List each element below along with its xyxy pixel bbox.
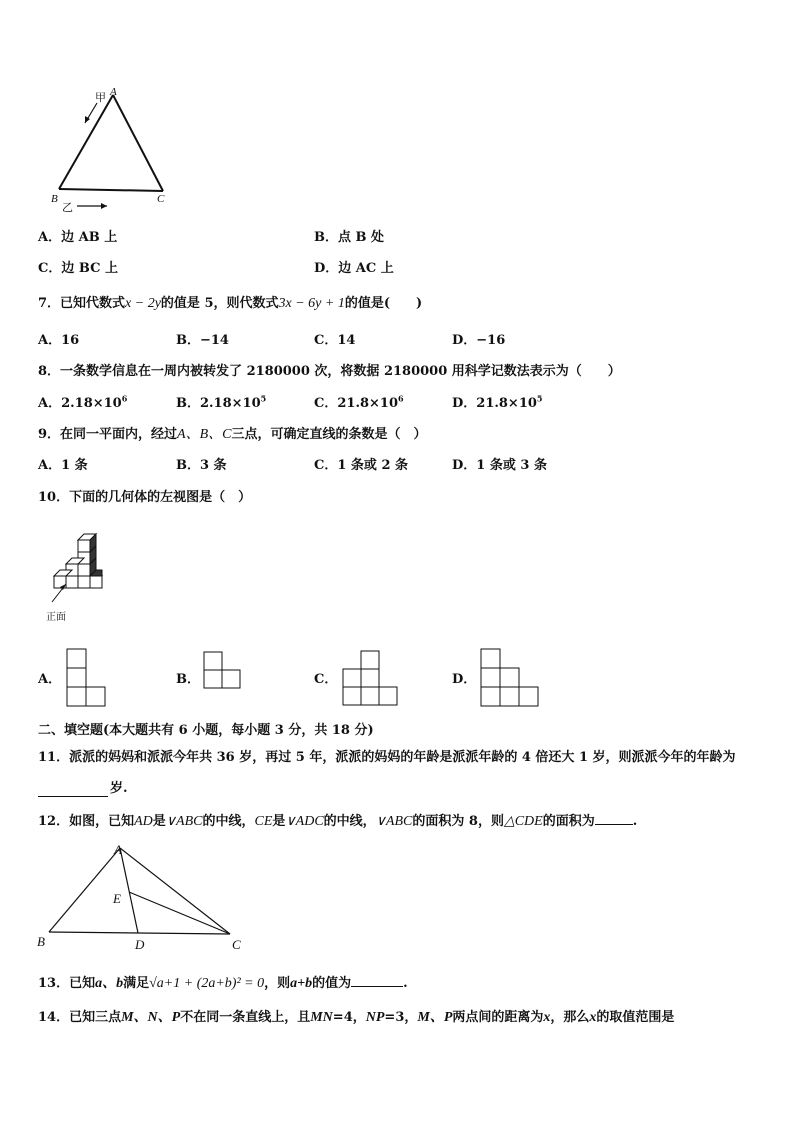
q12-answer-blank[interactable] — [595, 812, 633, 825]
q10-option-a-view — [66, 648, 111, 710]
q10-option-b[interactable]: B． — [176, 672, 200, 687]
q12-label-e: E — [113, 891, 121, 906]
q12-p2: 是 — [152, 814, 166, 829]
q10-option-b-view — [203, 651, 248, 696]
q7-pre: 7．已知代数式 — [38, 296, 126, 311]
q7-option-d[interactable]: D．−16 — [452, 333, 506, 348]
q12-p1: 12．如图，已知 — [38, 814, 135, 829]
q12-abc1: ∨ABC — [165, 814, 203, 829]
front-label: 正面 — [46, 612, 66, 623]
q12-stem — [38, 812, 637, 830]
q8-a-label: A．2.18×10 — [38, 396, 122, 411]
q9-option-b[interactable]: B．3 条 — [176, 458, 227, 473]
q12-cde: △CDE — [503, 814, 543, 829]
q7-stem — [38, 296, 422, 312]
q8-b-label: B．2.18×10 — [176, 396, 261, 411]
q12-ad: AD — [134, 814, 153, 829]
q6-option-c[interactable] — [38, 261, 118, 277]
q11-line1: 11．派派的妈妈和派派今年共 36 岁，再过 5 年，派派的妈妈的年龄是派派年龄的 4 倍还大 1 岁，则派派今年的年龄为 — [38, 750, 736, 765]
q6-option-b-text: 点 B 处 — [338, 230, 385, 245]
q12-p4: 是 — [272, 814, 286, 829]
q10-option-c-view — [342, 650, 402, 708]
q8-a-exp: 6 — [121, 393, 128, 404]
q12-p3: 的中线， — [202, 814, 255, 829]
q13-sum: a+b — [290, 976, 313, 991]
q7-option-c[interactable]: C．14 — [314, 333, 356, 348]
q10-option-a[interactable]: A． — [38, 672, 62, 687]
fig-label-a: A — [110, 86, 117, 98]
q6-option-d-text: 边 AC 上 — [338, 261, 394, 276]
q6-option-a-letter: A． — [38, 230, 62, 245]
q14-np: NP — [365, 1010, 385, 1025]
q12-ce: CE — [254, 814, 273, 829]
q12-label-c: C — [232, 937, 241, 952]
q14-p4: =3， — [384, 1010, 418, 1025]
q12-label-a: A — [114, 842, 122, 857]
q13-stem — [38, 974, 408, 992]
q8-option-d[interactable] — [452, 393, 543, 412]
q14-mn: MN — [310, 1010, 333, 1025]
q12-p6: 的面积为 8，则 — [412, 814, 504, 829]
cube-stack-figure — [48, 530, 118, 615]
q14-x1: x — [543, 1010, 551, 1025]
q12-adc: ∨ADC — [285, 814, 324, 829]
fig-label-jia: 甲 — [95, 92, 106, 104]
q14-p5: 两点间的距离为 — [452, 1010, 544, 1025]
q14-mnp: M、N、P — [121, 1010, 181, 1025]
q14-p6: ，那么 — [550, 1010, 590, 1025]
q8-d-exp: 5 — [536, 393, 543, 404]
q8-option-b[interactable] — [176, 393, 267, 412]
q9-option-c[interactable]: C．1 条或 2 条 — [314, 458, 409, 473]
q14-p2: 不在同一条直线上，且 — [180, 1010, 311, 1025]
q7-post: 的值是( ) — [344, 296, 423, 311]
q12-label-b: B — [37, 934, 45, 949]
q8-option-c[interactable] — [314, 393, 404, 412]
q8-d-label: D．21.8×10 — [452, 396, 537, 411]
q13-ab: a、b — [95, 976, 124, 991]
q13-pre: 13．已知 — [38, 976, 96, 991]
q6-option-c-text: 边 BC 上 — [61, 261, 118, 276]
q7-expr2: 3x − 6y + 1 — [278, 296, 345, 311]
q7-mid: 的值是 5，则代数式 — [160, 296, 279, 311]
fig-label-c: C — [157, 193, 165, 205]
q12-p5: 的中线， — [323, 814, 376, 829]
q14-p3: =4， — [332, 1010, 366, 1025]
section-title: 二、填空题(本大题共有 6 小题，每小题 3 分，共 18 分) — [38, 723, 374, 738]
fig-label-yi: 乙 — [62, 202, 73, 214]
q9-points: A、B、C — [177, 427, 232, 442]
q12-p7: 的面积为 — [542, 814, 595, 829]
q10-stem: 10．下面的几何体的左视图是（ ） — [38, 490, 252, 505]
q14-p1: 14．已知三点 — [38, 1010, 122, 1025]
q13-expr: √a+1 + (2a+b)² = 0 — [149, 976, 265, 991]
q12-end: . — [632, 814, 638, 829]
q10-option-d[interactable]: D． — [452, 672, 477, 687]
fig-label-b: B — [51, 193, 58, 205]
q9-pre: 9．在同一平面内，经过 — [38, 427, 178, 442]
q8-option-a[interactable] — [38, 393, 128, 412]
q12-abc2: ∨ABC — [375, 814, 413, 829]
q8-stem: 8．一条数学信息在一周内被转发了 2180000 次，将数据 2180000 用科学记数法表示为（ ） — [38, 364, 621, 379]
q6-option-d-letter: D． — [314, 261, 339, 276]
q6-option-d[interactable] — [314, 261, 394, 277]
q6-option-b-letter: B． — [314, 230, 338, 245]
q12-label-d: D — [135, 937, 145, 952]
q6-option-a[interactable] — [38, 230, 117, 246]
q6-option-b[interactable] — [314, 230, 384, 246]
q11-answer-blank[interactable] — [38, 796, 108, 797]
q6-option-c-letter: C． — [38, 261, 62, 276]
q14-stem — [38, 1010, 674, 1026]
q14-x2: x — [589, 1010, 597, 1025]
q13-post: ，则 — [264, 976, 291, 991]
q11-line2: 岁. — [110, 781, 128, 796]
q9-option-d[interactable]: D．1 条或 3 条 — [452, 458, 547, 473]
q6-option-a-text: 边 AB 上 — [61, 230, 118, 245]
q14-mp: M、P — [417, 1010, 453, 1025]
q10-option-c[interactable]: C． — [314, 672, 338, 687]
q8-c-exp: 6 — [398, 393, 404, 404]
q13-tail: 的值为 — [312, 976, 352, 991]
q7-option-a[interactable]: A．16 — [38, 333, 80, 348]
q13-mid: 满足 — [123, 976, 150, 991]
q7-option-b[interactable]: B．−14 — [176, 333, 229, 348]
q14-p7: 的取值范围是 — [596, 1010, 675, 1025]
q10-option-d-view — [480, 648, 542, 710]
q13-end: . — [403, 976, 408, 991]
q9-post: 三点，可确定直线的条数是（ ） — [231, 427, 427, 442]
q7-expr1: x − 2y — [125, 296, 161, 311]
q8-b-exp: 5 — [260, 393, 267, 404]
q12-triangle-figure — [40, 840, 250, 950]
q9-option-a[interactable]: A．1 条 — [38, 458, 88, 473]
q13-answer-blank[interactable] — [351, 974, 403, 987]
q9-stem — [38, 427, 427, 443]
q8-c-label: C．21.8×10 — [314, 396, 398, 411]
